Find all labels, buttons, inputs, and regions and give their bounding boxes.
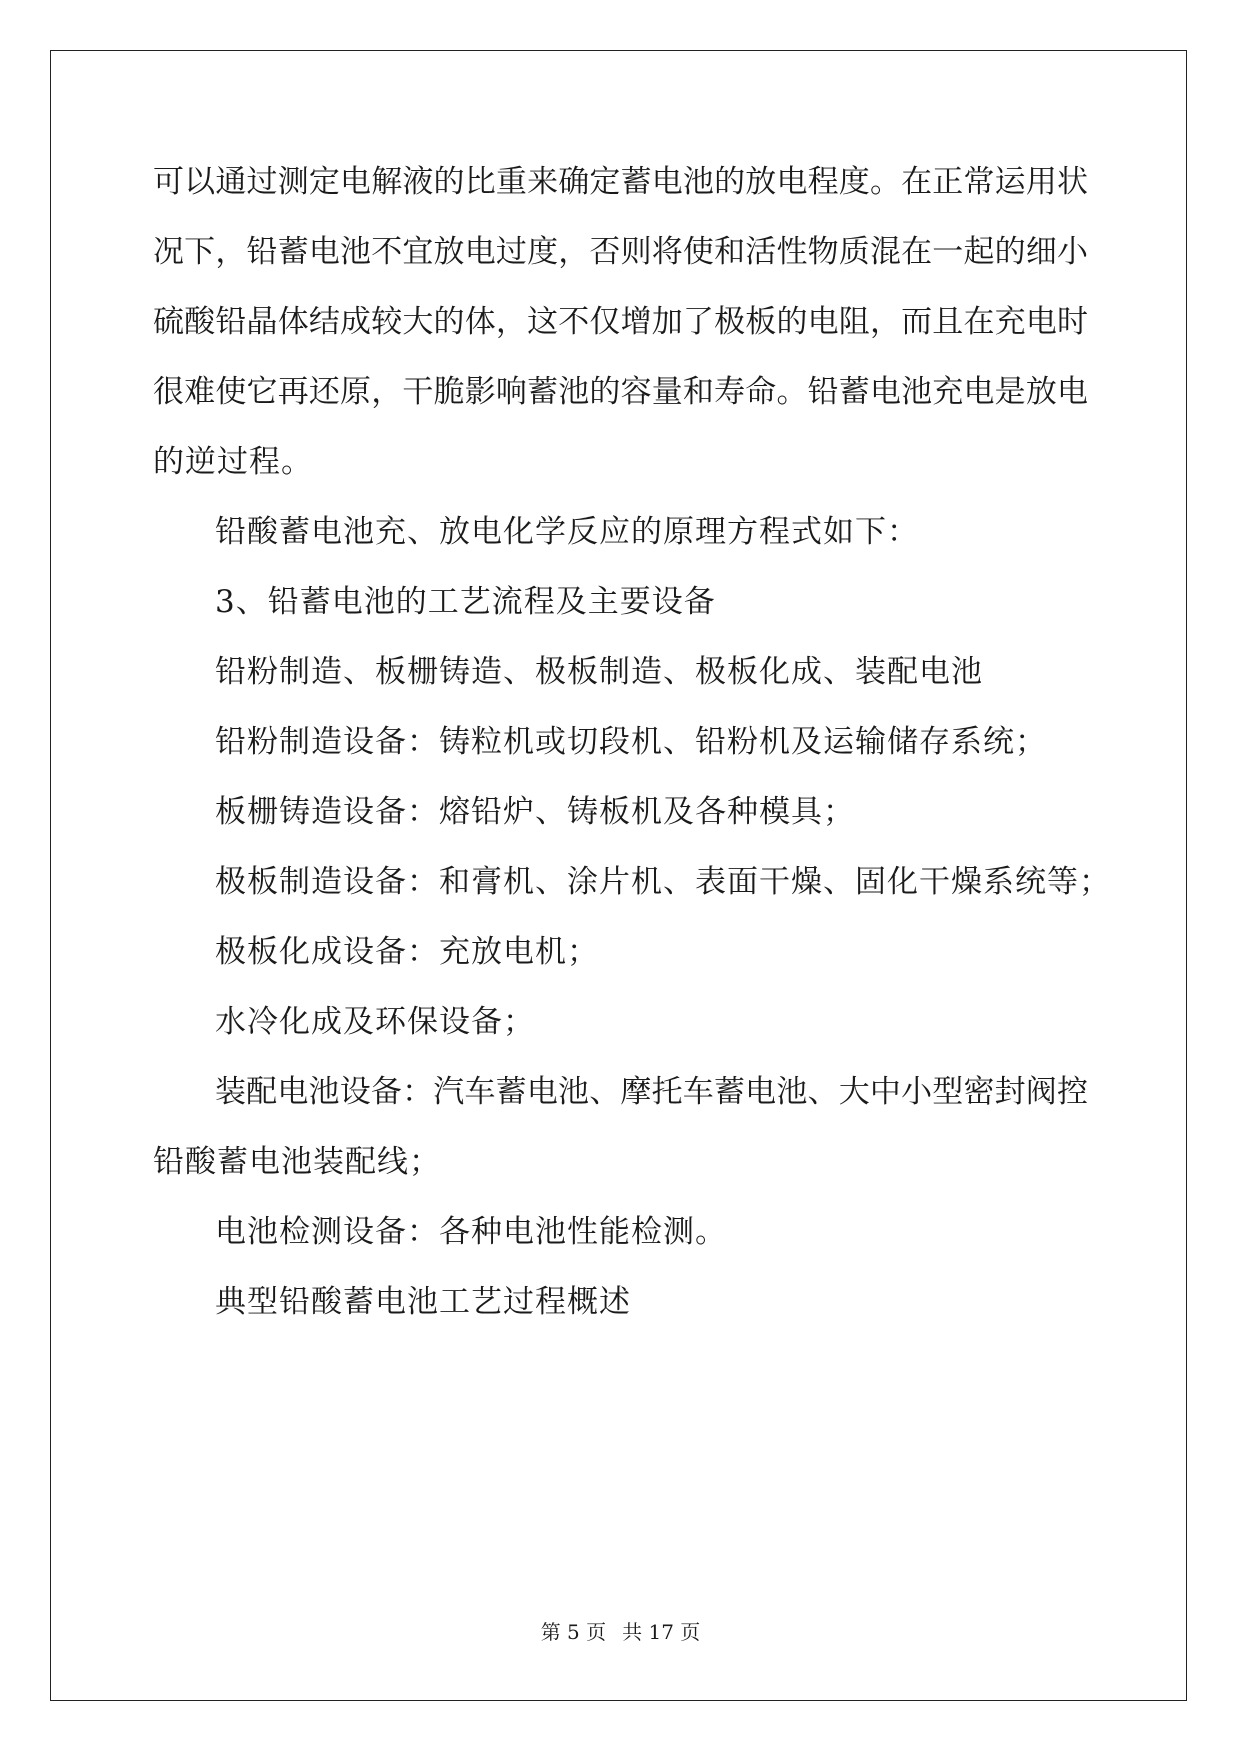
paragraph-line: 很难使它再还原，干脆影响蓄池的容量和寿命。铅蓄电池充电是放电 [153,374,1088,410]
paragraph-line: 水冷化成及环保设备； [215,1004,535,1040]
page-footer [0,1619,1241,1645]
paragraph-line: 极板制造设备：和膏机、涂片机、表面干燥、固化干燥系统等； [215,864,1111,900]
page-number: 第 5 页 [540,1620,607,1644]
paragraph-line: 铅粉制造、板栅铸造、极板制造、极板化成、装配电池 [215,654,983,690]
paragraph-line: 典型铅酸蓄电池工艺过程概述 [215,1284,631,1320]
paragraph-line: 电池检测设备：各种电池性能检测。 [215,1214,727,1250]
paragraph-line: 况下，铅蓄电池不宜放电过度，否则将使和活性物质混在一起的细小 [153,234,1088,270]
paragraph-line: 硫酸铅晶体结成较大的体，这不仅增加了极板的电阻，而且在充电时 [153,304,1088,340]
paragraph-line: 铅粉制造设备：铸粒机或切段机、铅粉机及运输储存系统； [215,724,1047,760]
paragraph-line: 可以通过测定电解液的比重来确定蓄电池的放电程度。在正常运用状 [153,164,1088,200]
paragraph-line: 铅酸蓄电池装配线； [153,1144,441,1180]
paragraph-line: 装配电池设备：汽车蓄电池、摩托车蓄电池、大中小型密封阀控 [215,1074,1088,1110]
paragraph-line: 的逆过程。 [153,444,313,480]
section-heading: 3、铅蓄电池的工艺流程及主要设备 [215,584,716,620]
paragraph-line: 板栅铸造设备：熔铅炉、铸板机及各种模具； [215,794,855,830]
paragraph-line: 极板化成设备：充放电机； [215,934,599,970]
paragraph-line: 铅酸蓄电池充、放电化学反应的原理方程式如下： [215,514,919,550]
page-total: 共 17 页 [622,1620,701,1644]
